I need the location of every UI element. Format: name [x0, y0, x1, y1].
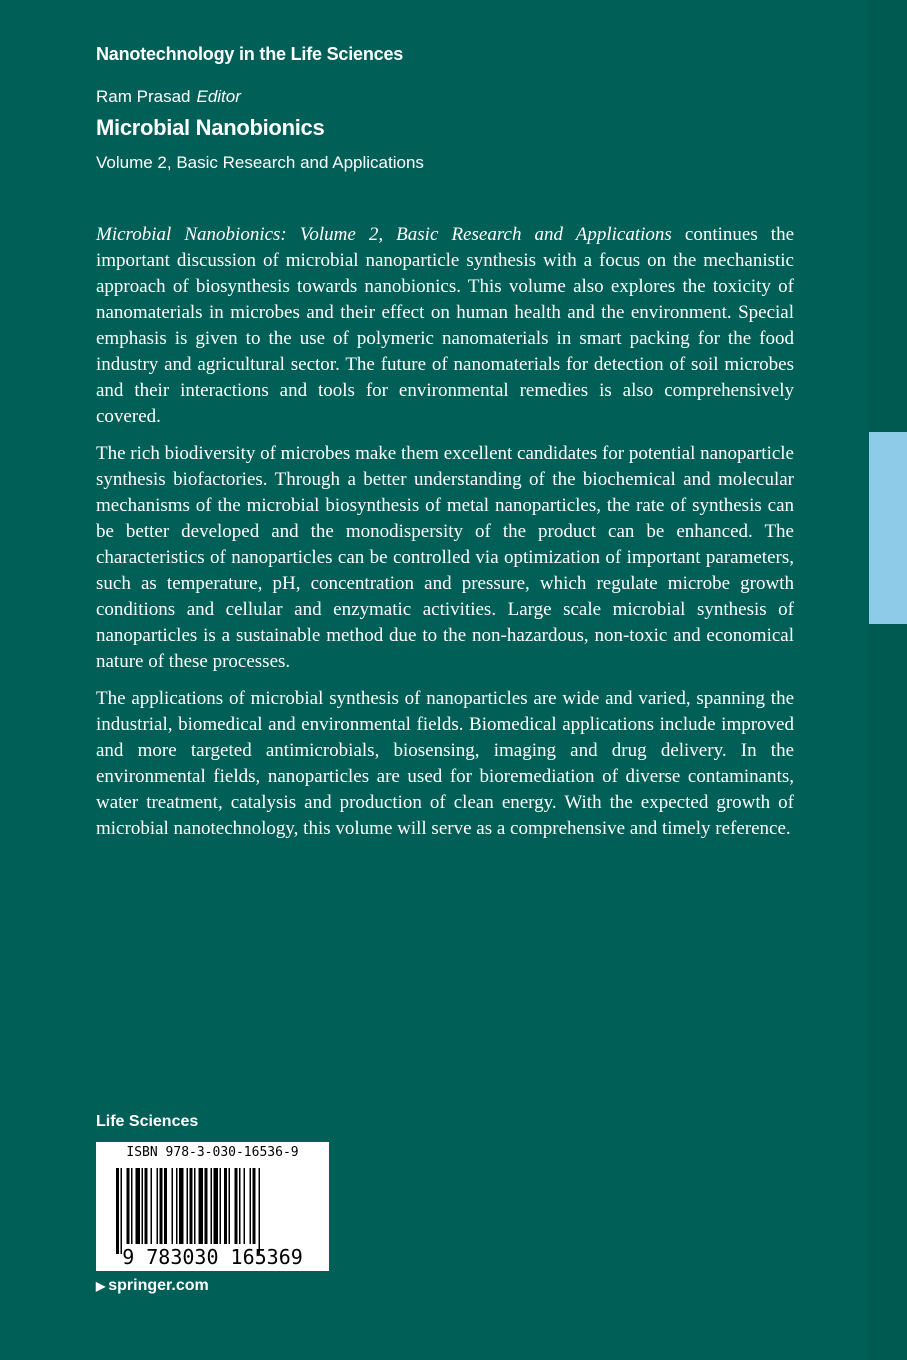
barcode-bar	[235, 1168, 238, 1244]
barcode-bar	[157, 1168, 159, 1244]
barcode-bar	[121, 1168, 123, 1254]
barcode-bar	[179, 1168, 184, 1244]
isbn-label: ISBN 978-3-030-16536-9	[126, 1145, 299, 1160]
barcode-bar	[164, 1168, 167, 1244]
barcode-bar	[259, 1168, 261, 1254]
publisher-url: springer.com	[108, 1277, 209, 1294]
barcode-bar	[176, 1168, 178, 1244]
blurb-title-italic: Microbial Nanobionics: Volume 2, Basic Research and Applications	[96, 224, 672, 245]
editor-role: Editor	[196, 87, 241, 106]
barcode-bar	[187, 1168, 189, 1244]
barcode-bar	[214, 1168, 219, 1244]
barcode-bar	[145, 1168, 148, 1244]
publisher-link[interactable]	[96, 1277, 209, 1295]
editor-line	[96, 87, 241, 107]
book-title: Microbial Nanobionics	[96, 115, 325, 140]
barcode-bar	[131, 1168, 133, 1244]
barcode-bar	[116, 1168, 119, 1254]
barcode-bar	[220, 1168, 222, 1244]
editor-name: Ram Prasad	[96, 87, 191, 106]
barcode-bar	[172, 1168, 174, 1244]
barcode-bar	[194, 1168, 196, 1244]
arrow-right-icon: ▶	[96, 1279, 106, 1293]
series-title: Nanotechnology in the Life Sciences	[96, 44, 404, 64]
barcode-bar	[244, 1168, 246, 1244]
blurb-text	[96, 222, 794, 853]
book-subtitle: Volume 2, Basic Research and Applications	[96, 153, 424, 172]
barcode-bar	[160, 1168, 163, 1244]
blurb-paragraph-1	[96, 222, 794, 430]
barcode-bar	[224, 1168, 227, 1244]
cover-edge-band	[869, 0, 907, 1360]
barcode-bar	[127, 1168, 130, 1244]
barcode-bar	[239, 1168, 241, 1244]
barcode-bar	[253, 1168, 256, 1244]
barcode-bar	[136, 1168, 141, 1244]
barcode-bar	[250, 1168, 252, 1244]
barcode-bars	[116, 1168, 316, 1254]
barcode-bar	[151, 1168, 153, 1244]
blurb-paragraph-1-text: continues the important discussion of microbial nanoparticle synthesis with a focus on the mechanistic approach of biosynthesis towards nanobionics. This volume also explores the toxicity of nanomaterials in microbes and their effect on human health and the environment. Special emphasis is given to the use of polymeric nanomaterials in smart packing for the food industry and agricultural sector. The future of nanomaterials for detection of soil microbes and their interactions and tools for environmental remedies is also comprehensively covered.	[96, 224, 794, 427]
barcode-bar	[205, 1168, 208, 1244]
ean-digits: 9 783030 165369	[122, 1245, 303, 1269]
barcode-bar	[211, 1168, 213, 1244]
blurb-paragraph-2: The rich biodiversity of microbes make them excellent candidates for potential nanoparticle synthesis biofactories. Through a better understanding of the biochemical and molecular mechanisms of the microbial biosynthesis of metal nanoparticles, the rate of synthesis can be better developed and the monodispersity of the product can be enhanced. The characteristics of nanoparticles can be controlled via optimization of important parameters, such as temperature, pH, concentration and pressure, which regulate microbe growth conditions and cellular and enzymatic activities. Large scale microbial synthesis of nanoparticles is a sustainable method due to the non-hazardous, non-toxic and economical nature of these processes.	[96, 443, 794, 672]
barcode-bar	[199, 1168, 204, 1244]
subject-label: Life Sciences	[96, 1113, 199, 1130]
barcode-bar	[190, 1168, 193, 1244]
color-tab-marker	[869, 432, 907, 624]
blurb-paragraph-3: The applications of microbial synthesis of nanoparticles are wide and varied, spanning the industrial, biomedical and environmental fields. Biomedical applications include improved and more targeted antimicrobials, biosensing, imaging and drug delivery. In the environmental fields, nanoparticles are used for bioremediation of diverse contaminants, water treatment, catalysis and production of clean energy. With the expected growth of microbial nanotechnology, this volume will serve as a comprehensive and timely reference.	[96, 688, 794, 839]
barcode-bar	[142, 1168, 144, 1244]
isbn-barcode	[96, 1142, 329, 1271]
barcode-bar	[229, 1168, 231, 1244]
